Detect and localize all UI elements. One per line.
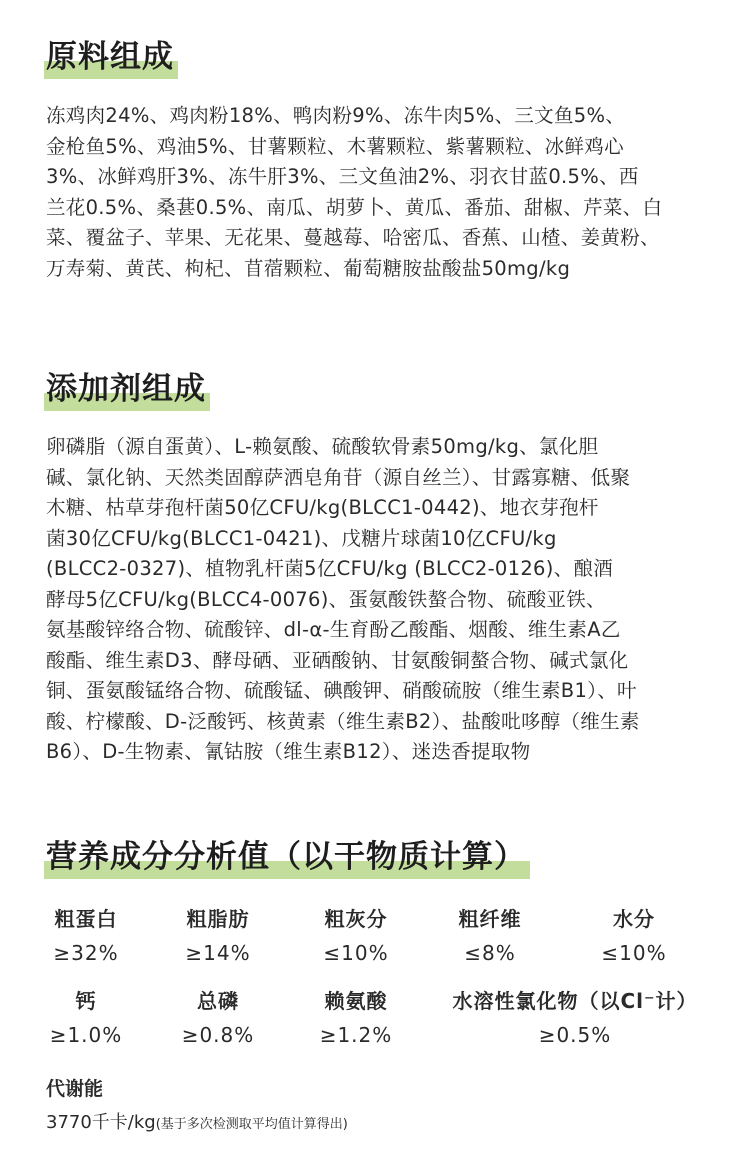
nutrient-label: 粗纤维 xyxy=(458,907,522,931)
nutrient-value: ≤10% xyxy=(601,941,667,965)
nutrient-label: 水分 xyxy=(613,907,655,931)
energy-line xyxy=(46,1108,348,1134)
energy-value: 3770千卡/kg xyxy=(46,1112,156,1133)
nutrient-value: ≥14% xyxy=(185,941,251,965)
nutrient-cell xyxy=(584,906,684,966)
nutrient-cell xyxy=(306,988,406,1048)
nutrition-title: 营养成分分析值（以干物质计算） xyxy=(46,839,526,875)
nutrient-value: ≥0.8% xyxy=(181,1023,255,1047)
nutrient-value: ≤8% xyxy=(464,941,516,965)
raw-materials-text: 冻鸡肉24%、鸡肉粉18%、鸭肉粉9%、冻牛肉5%、三文鱼5%、 金枪鱼5%、鸡油5%、甘薯颗粒、木薯颗粒、紫薯颗粒、冰鲜鸡心 3%、冰鲜鸡肝3%、冻牛肝3%、三文鱼油2%、羽衣甘蓝0.5%、西 兰花0.5%、桑葚0.5%、南瓜、胡萝卜、黄瓜、番茄、甜椒、芹菜、白 菜、覆盆子、苹果、无花果、蔓越莓、哈密瓜、香蕉、山楂、姜黄粉、 万寿菊、黄芪、枸杞、苜蓿颗粒、葡萄糖胺盐酸盐50mg/kg xyxy=(46,104,663,280)
nutrient-value: ≥1.2% xyxy=(319,1023,393,1047)
nutrient-cell xyxy=(440,988,710,1048)
nutrient-cell xyxy=(168,988,268,1048)
nutrient-label: 钙 xyxy=(75,989,97,1013)
raw-materials-title: 原料组成 xyxy=(46,39,174,75)
raw-materials-heading xyxy=(46,39,174,75)
nutrient-label: 赖氨酸 xyxy=(324,989,388,1013)
nutrient-label: 粗灰分 xyxy=(324,907,388,931)
nutrient-cell xyxy=(36,906,136,966)
nutrient-label: 粗脂肪 xyxy=(186,907,250,931)
energy-label: 代谢能 xyxy=(46,1078,104,1100)
nutrient-label: 总磷 xyxy=(197,989,239,1013)
additives-title: 添加剂组成 xyxy=(46,371,206,407)
nutrient-value: ≥1.0% xyxy=(49,1023,123,1047)
nutrient-cell xyxy=(36,988,136,1048)
nutrient-cell xyxy=(306,906,406,966)
nutrient-value: ≥0.5% xyxy=(538,1023,612,1047)
nutrient-value: ≥32% xyxy=(53,941,119,965)
nutrient-value: ≤10% xyxy=(323,941,389,965)
nutrition-heading xyxy=(46,839,526,875)
nutrient-cell xyxy=(168,906,268,966)
nutrient-cell xyxy=(440,906,540,966)
additives-text: 卵磷脂（源自蛋黄）、L-赖氨酸、硫酸软骨素50mg/kg、氯化胆 碱、氯化钠、天然类固醇萨洒皂角苷（源自丝兰）、甘露寡糖、低聚 木糖、枯草芽孢杆菌50亿CFU/kg(BLCC1-0442)、地衣芽孢杆 菌30亿CFU/kg(BLCC1-0421)、戊糖片球菌10亿CFU/kg (BLCC2-0327)、植物乳杆菌5亿CFU/kg (BLCC2-0126)、酿酒 酵母5亿CFU/kg(BLCC4-0076)、蛋氨酸铁螯合物、硫酸亚铁、 氨基酸锌络合物、硫酸锌、dl-α-生育酚乙酸酯、烟酸、维生素A乙 酸酯、维生素D3、酵母硒、亚硒酸钠、甘氨酸铜螯合物、碱式氯化 铜、蛋氨酸锰络合物、硫酸锰、碘酸钾、硝酸硫胺（维生素B1）、叶 酸、柠檬酸、D-泛酸钙、核黄素（维生素B2）、盐酸吡哆醇（维生素 B6）、D-生物素、氰钴胺（维生素B12）、迷迭香提取物 xyxy=(46,435,640,763)
additives-heading xyxy=(46,371,206,407)
nutrient-label: 粗蛋白 xyxy=(54,907,118,931)
nutrient-label: 水溶性氯化物（以Cl⁻计） xyxy=(452,989,698,1013)
energy-note: (基于多次检测取平均值计算得出) xyxy=(155,1117,348,1132)
